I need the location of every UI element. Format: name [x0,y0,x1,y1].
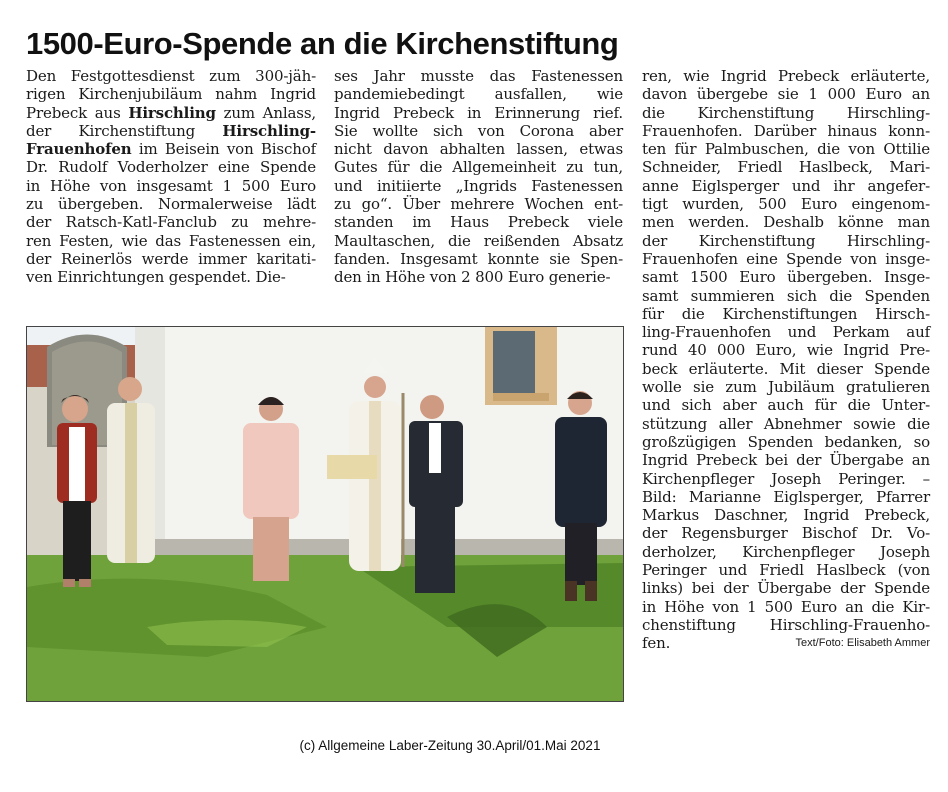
text-line: fanden. Insgesamt konnte sie Spen- [334,249,623,268]
text-line: Frauenhofen eine Spende von insge- [642,249,930,268]
text-line: men werden. Deshalb könne man [642,213,930,232]
source-caption-text: (c) Allgemeine Laber-Zeitung 30.April/01.Mai 2021 [299,738,601,753]
text-line [26,104,316,122]
text-line: samt 1500 Euro übergeben. Insge- [642,268,930,287]
text-line: ren, wie Ingrid Prebeck erläuterte, [642,67,930,85]
text-line: Ingrid Prebeck bei der Übergabe an [642,451,930,470]
text-line [26,140,316,158]
text-line: standen im Haus Prebeck viele [334,213,623,232]
text-line: zu übergeben. Normalerweise lädt [26,195,316,214]
text-line: tigt wurden, 500 Euro eingenom- [642,195,930,214]
text-line: ling-Frauenhofen und Perkam auf [642,323,930,342]
text-line: Frauenhofen. Darüber hinaus konn- [642,121,930,140]
text-line: derholzer, Kirchenpfleger Joseph [642,542,930,561]
text-line: Kirchenpfleger Joseph Peringer. – [642,469,930,488]
text-line: Ingrid Prebeck in Erinnerung rief. [334,103,623,122]
text-line: fen. Text/Foto: Elisabeth Ammer [642,634,930,653]
text-line: großzügigen Spenden bedanken, so [642,432,930,451]
text-fragment: Prebeck aus [26,103,129,122]
text-line: chenstiftung Hirschling-Frauenho- [642,615,930,634]
text-line: den in Höhe von 2 800 Euro generie- [334,268,611,287]
bold-place-name: Hirschling- [222,121,316,140]
text-line: Den Festgottesdienst zum 300-jäh- [26,67,316,85]
text-line: ven Einrichtungen gespendet. Die- [26,268,286,287]
text-line [26,122,316,140]
text-line: Peringer und Friedl Haslbeck (von [642,561,930,580]
text-line: Dr. Rudolf Voderholzer eine Spende [26,158,316,177]
text-line: Bild: Marianne Eiglsperger, Pfarrer [642,487,930,506]
text-line: pandemiebedingt ausfallen, wie [334,85,623,104]
text-line: Schneider, Friedl Haslbeck, Mari- [642,158,930,177]
text-line: der Ratsch-Katl-Fanclub zu mehre- [26,213,316,232]
text-line: in Höhe von 1 500 Euro an die Kir- [642,597,930,616]
photo-illustration [27,327,623,701]
text-line: rigen Kirchenjubiläum nahm Ingrid [26,85,316,104]
text-line: Sie wollte sich von Corona aber [334,121,623,140]
article-column-1 [26,67,316,287]
bold-place-name: Frauenhofen [26,140,132,159]
text-line: beck erläuterte. Mit dieser Spende [642,359,930,378]
text-line: in Höhe von insgesamt 1 500 Euro [26,176,316,195]
photo-credit: Text/Foto: Elisabeth Ammer [795,637,930,650]
article-column-2 [334,67,623,287]
text-line: und initiierte „Ingrids Fastenessen [334,176,623,195]
text-line: für die Kirchenstiftungen Hirsch- [642,304,930,323]
article-photo [26,326,624,702]
text-line: links) bei der Übergabe der Spende [642,579,930,598]
text-line: rund 40 000 Euro, wie Ingrid Pre- [642,341,930,360]
text-line: und sich aber auch für die Unter- [642,396,930,415]
text-line: anne Eiglsperger und ihr angefer- [642,176,930,195]
text-line: der Reinerlös werde immer karitati- [26,249,316,268]
bold-place-name: Hirschling [128,103,216,122]
text-line: ses Jahr musste das Fastenessen [334,67,623,85]
text-line: davon übergebe sie 1 000 Euro an [642,85,930,104]
article-column-3 [642,67,930,653]
text-line: ten für Palmbuschen, die von Ottilie [642,140,930,159]
text-line: Gutes für die Allgemeinheit zu tun, [334,158,623,177]
text-fragment: im Beisein von Bischof [131,140,316,159]
text-line: der Kirchenstiftung Hirschling- [642,231,930,250]
text-line: Markus Daschner, Ingrid Prebeck, [642,506,930,525]
text-line: Maultaschen, die reißenden Absatz [334,231,623,250]
text-line: zu go“. Über mehrere Wochen ent- [334,195,623,214]
source-caption [0,738,948,753]
text-fragment: zum Anlass, [215,103,316,122]
text-line: nicht davon abhalten lassen, etwas [334,140,623,159]
text-line: ren Festen, wie das Fastenessen ein, [26,231,316,250]
text-line: die Kirchenstiftung Hirschling- [642,103,930,122]
article-headline: 1500-Euro-Spende an die Kirchenstiftung [26,26,619,61]
text-line: der Regensburger Bischof Dr. Vo- [642,524,930,543]
text-line: wolle sie zum Jubiläum gratulieren [642,378,930,397]
text-fragment: der Kirchenstiftung [26,121,223,140]
text-line: samt summieren sich die Spenden [642,286,930,305]
text-line: stützung aller Abnehmer sowie die [642,414,930,433]
